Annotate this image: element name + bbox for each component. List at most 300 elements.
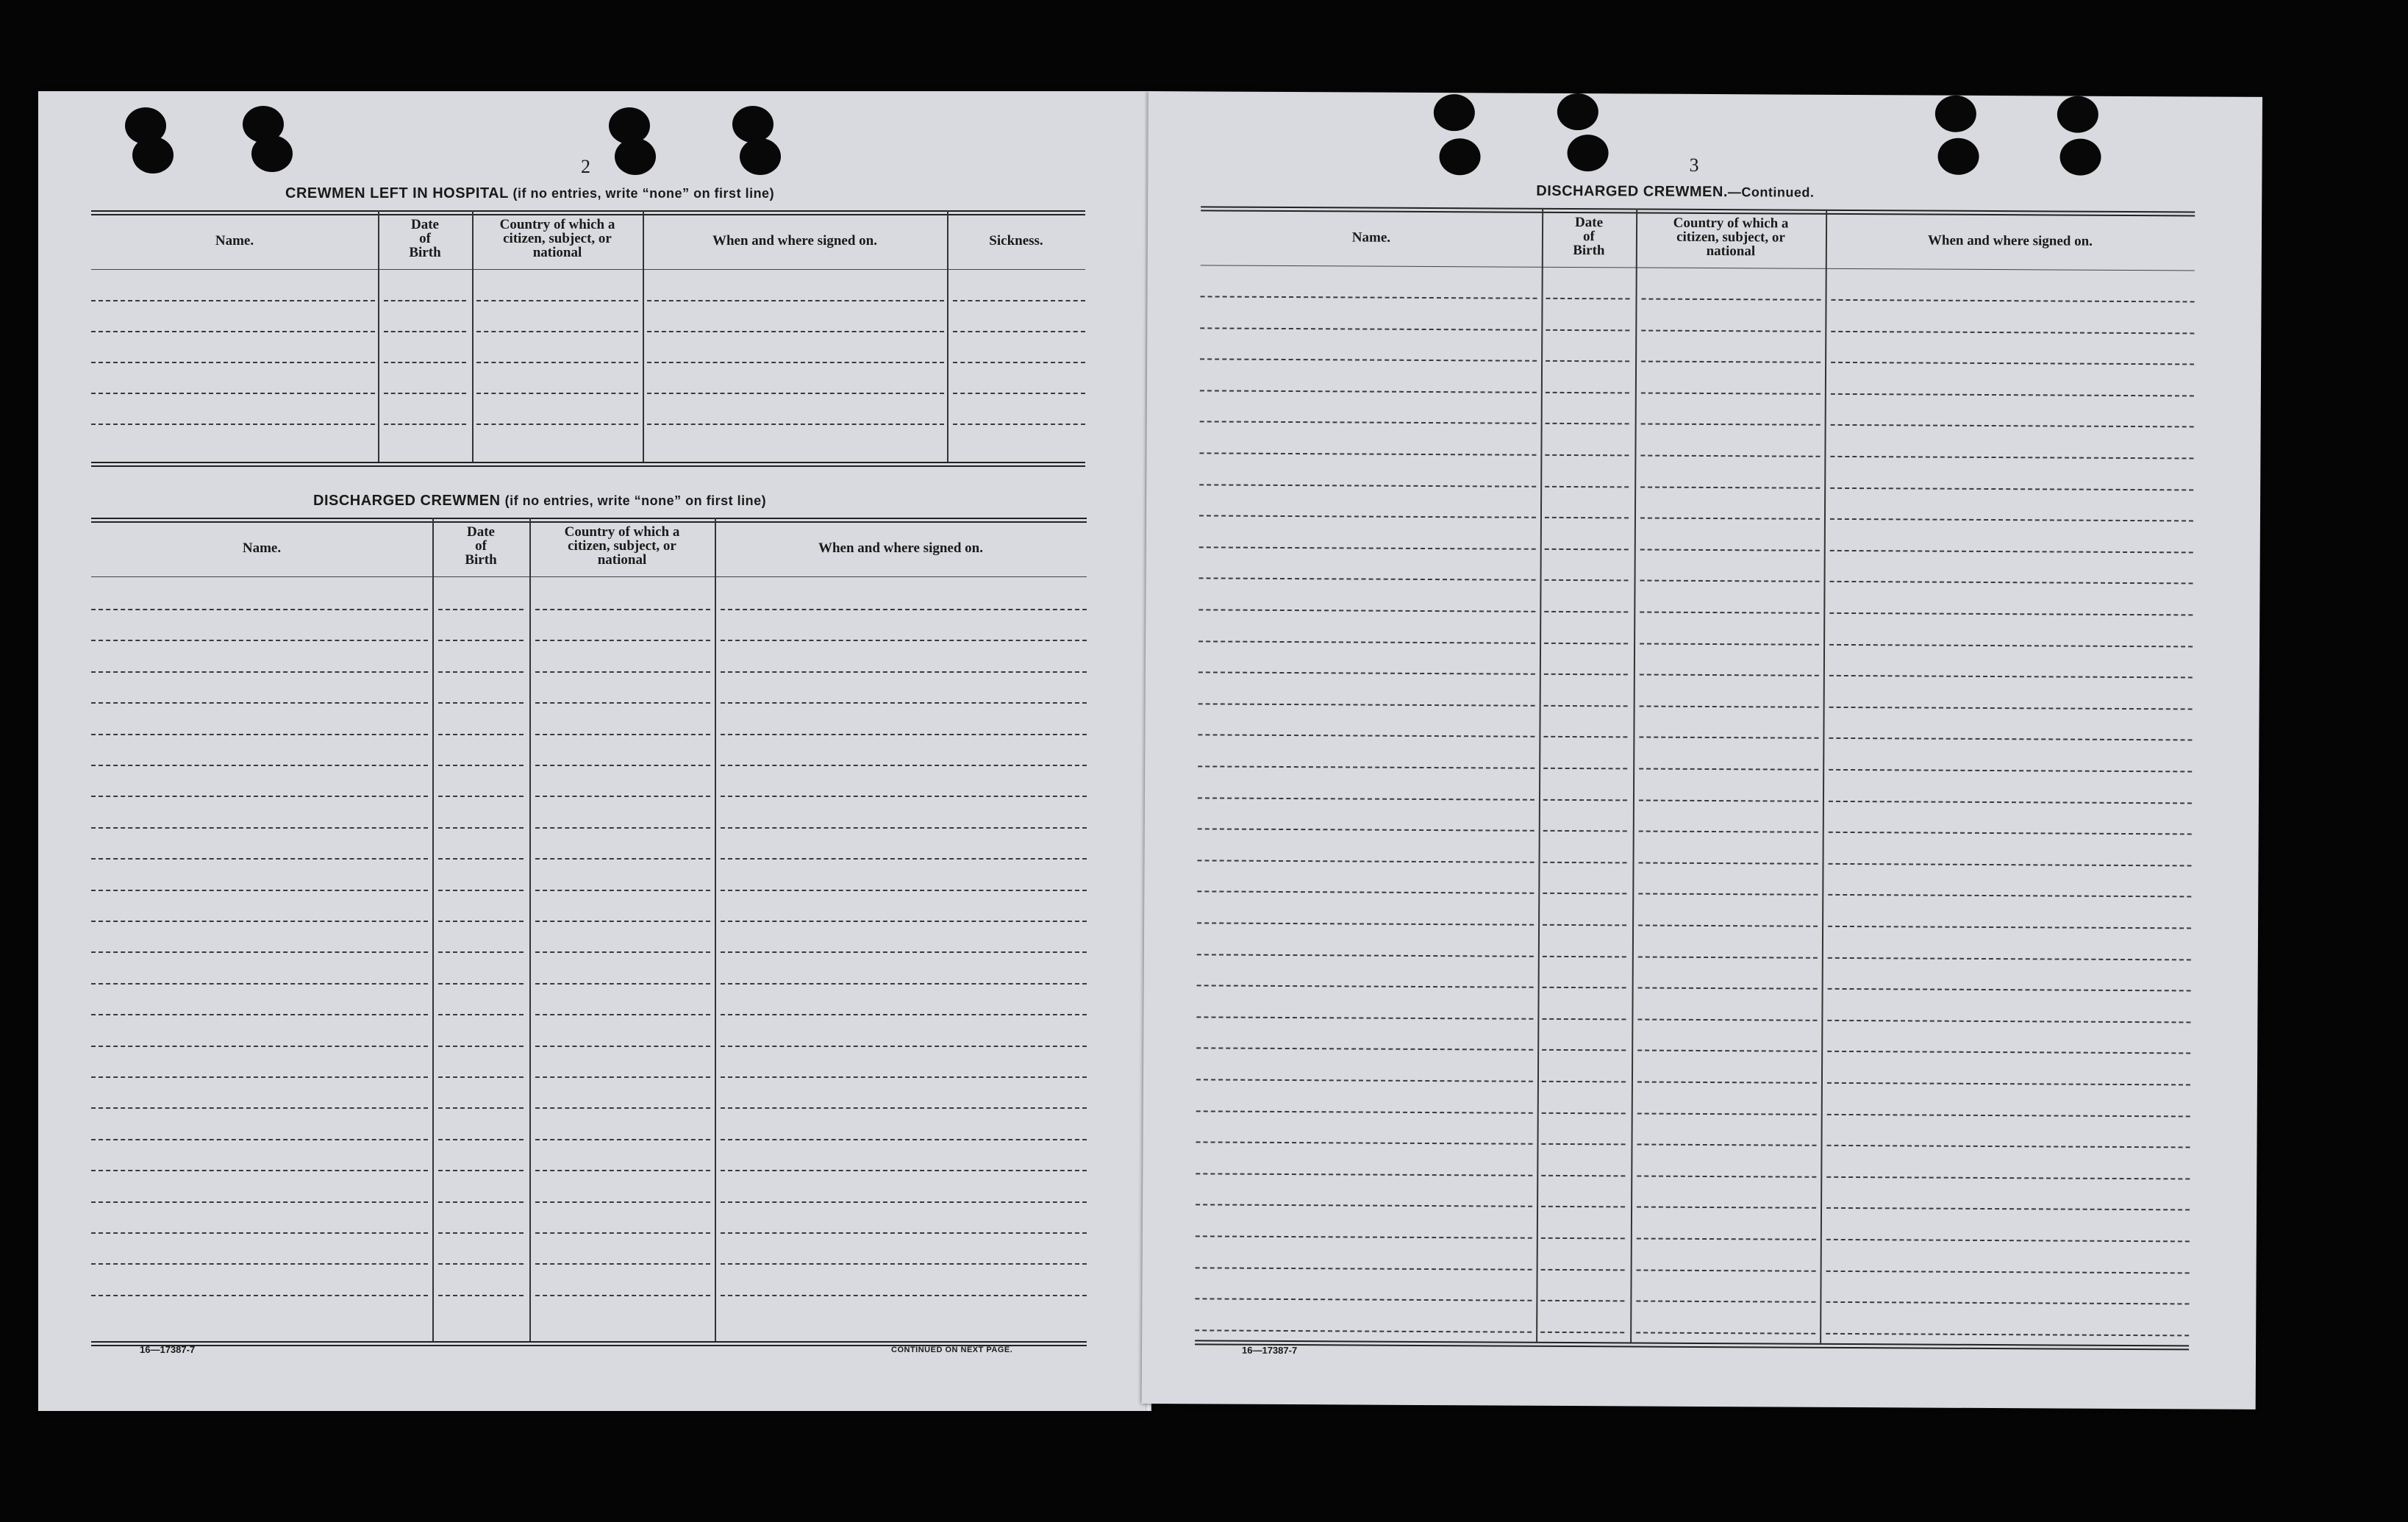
column-header-signed-on: When and where signed on. (712, 233, 877, 249)
entry-line (535, 609, 710, 610)
entry-line (1830, 456, 2193, 460)
entry-line (1641, 361, 1821, 363)
entry-line (1826, 1239, 2190, 1243)
entry-line (91, 983, 428, 985)
entry-line (1827, 1082, 2190, 1086)
entry-line (476, 331, 638, 332)
entry-line (1543, 924, 1626, 926)
entry-line (721, 951, 1087, 953)
entry-line (91, 1263, 428, 1265)
entry-line (1640, 549, 1820, 551)
entry-line (1198, 765, 1535, 768)
section-subtitle: —Continued. (1727, 185, 1815, 200)
entry-line (1201, 296, 1537, 299)
entry-line (535, 1295, 710, 1296)
entry-line (1831, 393, 2194, 397)
column-divider (1536, 208, 1543, 1342)
entry-line (438, 1295, 524, 1296)
entry-line (535, 983, 710, 985)
entry-line (1638, 956, 1818, 958)
entry-line (1196, 1173, 1532, 1176)
entry-line (1829, 612, 2193, 616)
entry-line (1829, 675, 2193, 679)
entry-line (1829, 769, 2192, 773)
header-line-text: national (1706, 243, 1756, 260)
entry-line (1198, 829, 1535, 832)
entry-line (476, 362, 638, 363)
entry-line (438, 1232, 524, 1234)
entry-line (1830, 550, 2193, 554)
entry-line (91, 331, 375, 332)
entry-line (438, 951, 524, 953)
entry-line (953, 331, 1085, 332)
entry-line (1543, 955, 1626, 957)
entry-line (1829, 737, 2192, 741)
entry-line (91, 1046, 428, 1047)
entry-line (91, 1107, 428, 1109)
header-divider (91, 576, 1087, 577)
entry-line (1640, 486, 1820, 488)
entry-line (438, 1139, 524, 1140)
entry-line (721, 858, 1087, 860)
entry-line (1637, 1082, 1817, 1084)
entry-line (1543, 830, 1627, 832)
hospital-section-title (285, 185, 774, 202)
entry-line (535, 734, 710, 735)
entry-line (91, 734, 428, 735)
entry-line (438, 1107, 524, 1109)
entry-line (438, 702, 524, 704)
entry-line (1196, 1110, 1533, 1113)
entry-line (721, 890, 1087, 891)
entry-line (1639, 831, 1818, 833)
section-title-text: DISCHARGED CREWMEN. (1536, 182, 1728, 201)
entry-line (1826, 1207, 2190, 1211)
entry-line (91, 921, 428, 922)
entry-line (1198, 672, 1535, 675)
form-number: 16—17387-7 (1241, 1344, 1298, 1357)
entry-line (91, 827, 428, 829)
entry-line (384, 424, 466, 425)
entry-line (1639, 862, 1818, 864)
column-header-name: Name. (242, 540, 282, 556)
entry-line (1829, 643, 2193, 647)
entry-line (647, 331, 944, 332)
entry-line (1546, 423, 1629, 425)
entry-line (535, 1263, 710, 1265)
punch-hole (2059, 138, 2101, 175)
entry-line (1545, 485, 1629, 487)
entry-line (1642, 299, 1821, 301)
column-header-sickness: Sickness. (989, 233, 1043, 249)
punch-hole (1937, 138, 1979, 175)
entry-line (1197, 954, 1534, 957)
header-line-text: of (475, 538, 487, 554)
entry-line (1196, 1204, 1532, 1207)
entry-line (1546, 298, 1630, 300)
entry-line (1543, 893, 1626, 895)
entry-line (1637, 1112, 1817, 1115)
entry-line (1540, 1300, 1624, 1302)
column-divider (1630, 208, 1637, 1342)
header-line-text: Date (1575, 215, 1604, 231)
entry-line (1196, 1079, 1533, 1082)
entry-line (1546, 360, 1629, 362)
entry-line (1544, 705, 1628, 707)
table-top-rule (91, 518, 1087, 523)
table-bottom-rule (1195, 1340, 2189, 1350)
entry-line (721, 1107, 1087, 1109)
entry-line (1546, 329, 1629, 331)
entry-line (721, 1046, 1087, 1047)
entry-line (384, 300, 466, 301)
page-number: 3 (1689, 154, 1699, 176)
entry-line (1541, 1175, 1625, 1177)
entry-line (1195, 1298, 1532, 1301)
entry-line (1826, 1333, 2189, 1337)
entry-line (91, 702, 428, 704)
header-line-text: national (532, 245, 582, 260)
entry-line (438, 796, 524, 797)
entry-line (1640, 518, 1820, 520)
entry-line (1637, 1237, 1816, 1240)
entry-line (91, 1201, 428, 1203)
entry-line (1829, 832, 2192, 835)
header-line-text: Date (411, 217, 439, 232)
entry-line (535, 1232, 710, 1234)
entry-line (438, 1170, 524, 1171)
entry-line (1637, 1050, 1817, 1052)
header-line-text: Birth (1573, 243, 1605, 259)
entry-line (721, 734, 1087, 735)
entry-line (1199, 546, 1536, 549)
entry-line (1198, 735, 1535, 737)
entry-line (1200, 327, 1537, 330)
entry-line (438, 609, 524, 610)
entry-line (384, 393, 466, 394)
hospital-table (91, 210, 1085, 468)
entry-line (1544, 611, 1628, 613)
entry-line (1542, 1081, 1626, 1083)
discharged-section-title (313, 493, 766, 510)
entry-line (535, 1170, 710, 1171)
entry-line (721, 796, 1087, 797)
entry-line (1541, 1237, 1625, 1240)
entry-line (476, 393, 638, 394)
entry-line (1830, 487, 2193, 490)
entry-line (721, 1295, 1087, 1296)
entry-line (1638, 987, 1818, 990)
entry-line (647, 424, 944, 425)
entry-line (1829, 800, 2192, 804)
entry-line (1641, 392, 1821, 394)
table-bottom-rule (91, 462, 1085, 467)
column-header-dob (432, 525, 529, 567)
entry-line (1543, 798, 1627, 801)
entry-line (91, 671, 428, 673)
punch-hole (732, 106, 774, 143)
entry-line (438, 858, 524, 860)
entry-line (438, 1014, 524, 1015)
header-line-text: Birth (465, 552, 497, 568)
entry-line (1640, 674, 1819, 676)
entry-line (1640, 580, 1820, 582)
entry-line (1640, 705, 1819, 707)
entry-line (1542, 1049, 1626, 1051)
entry-line (1831, 424, 2194, 428)
entry-line (1826, 1301, 2189, 1305)
entry-line (1831, 330, 2194, 334)
entry-line (1196, 1048, 1533, 1051)
header-line-text: citizen, subject, or (503, 231, 612, 246)
entry-line (535, 890, 710, 891)
entry-line (438, 890, 524, 891)
punch-hole (1557, 93, 1598, 130)
column-header-country (529, 525, 715, 567)
entry-line (91, 890, 428, 891)
entry-line (1831, 362, 2194, 365)
entry-line (1637, 1207, 1816, 1209)
entry-line (1545, 454, 1629, 457)
punch-hole (2057, 96, 2098, 132)
entry-line (91, 1232, 428, 1234)
entry-line (535, 765, 710, 766)
entry-line (91, 393, 375, 394)
entry-line (1636, 1332, 1815, 1334)
entry-line (1832, 299, 2195, 303)
entry-line (1541, 1268, 1625, 1271)
header-divider (91, 269, 1085, 270)
entry-line (91, 362, 375, 363)
entry-line (1829, 863, 2192, 867)
punch-hole (1935, 96, 1976, 132)
entry-line (535, 671, 710, 673)
continued-notice: CONTINUED ON NEXT PAGE. (891, 1346, 1013, 1354)
entry-line (721, 1014, 1087, 1015)
entry-line (91, 1076, 428, 1078)
entry-line (476, 300, 638, 301)
entry-line (535, 1076, 710, 1078)
entry-line (1544, 642, 1628, 644)
header-line-text: Country of which a (1673, 215, 1789, 232)
entry-line (535, 951, 710, 953)
entry-line (721, 827, 1087, 829)
punch-hole (1567, 135, 1608, 171)
entry-line (647, 393, 944, 394)
entry-line (1542, 1018, 1626, 1021)
entry-line (1541, 1206, 1625, 1208)
entry-line (1637, 1269, 1816, 1271)
entry-line (1545, 579, 1629, 582)
entry-line (1544, 674, 1628, 676)
entry-line (1639, 737, 1818, 739)
entry-line (1543, 987, 1626, 989)
entry-line (953, 300, 1085, 301)
entry-line (721, 1139, 1087, 1140)
entry-line (1199, 484, 1536, 487)
column-divider (529, 518, 531, 1341)
entry-line (1827, 1113, 2190, 1117)
entry-line (91, 424, 375, 425)
entry-line (1826, 1270, 2190, 1273)
entry-line (1199, 452, 1536, 455)
entry-line (91, 1014, 428, 1015)
header-line-text: citizen, subject, or (568, 538, 676, 554)
entry-line (1636, 1301, 1815, 1303)
entry-line (721, 640, 1087, 641)
entry-line (1545, 517, 1629, 519)
entry-line (1830, 518, 2193, 522)
punch-hole (251, 135, 293, 172)
entry-line (91, 951, 428, 953)
entry-line (1637, 1144, 1817, 1146)
entry-line (1198, 609, 1535, 612)
entry-line (1826, 1176, 2190, 1180)
header-line-text: Birth (409, 245, 441, 260)
entry-line (1198, 797, 1535, 800)
entry-line (535, 827, 710, 829)
discharged-continued-title (1536, 183, 1814, 201)
entry-line (1197, 891, 1534, 894)
form-number: 16—17387-7 (140, 1344, 196, 1355)
entry-line (438, 765, 524, 766)
entry-line (438, 671, 524, 673)
column-header-dob (1542, 215, 1636, 258)
entry-line (1641, 329, 1821, 332)
entry-line (1198, 860, 1535, 862)
entry-line (1197, 985, 1534, 988)
entry-line (1195, 1329, 1532, 1332)
punch-hole (615, 138, 656, 175)
entry-line (1640, 455, 1820, 457)
entry-line (1827, 1051, 2190, 1054)
column-header-country (472, 218, 643, 260)
entry-line (535, 1139, 710, 1140)
column-header-country (1636, 215, 1826, 258)
entry-line (535, 640, 710, 641)
entry-line (1828, 957, 2191, 960)
entry-line (384, 362, 466, 363)
entry-line (721, 1232, 1087, 1234)
column-divider (643, 210, 644, 462)
entry-line (535, 1107, 710, 1109)
entry-line (1543, 862, 1627, 864)
column-header-dob (378, 218, 472, 260)
entry-line (1829, 707, 2193, 710)
page-number: 2 (581, 156, 590, 177)
entry-line (721, 1263, 1087, 1265)
entry-line (1198, 640, 1535, 643)
table-top-rule (91, 210, 1085, 215)
entry-line (647, 362, 944, 363)
form-page-left (38, 91, 1148, 1411)
entry-line (438, 921, 524, 922)
punch-hole (1434, 94, 1475, 131)
entry-line (535, 702, 710, 704)
column-header-signed-on: When and where signed on. (818, 540, 983, 556)
entry-line (1543, 736, 1627, 738)
discharged-table (91, 518, 1087, 1348)
entry-line (535, 858, 710, 860)
entry-line (535, 796, 710, 797)
punch-hole (740, 138, 781, 175)
entry-line (1828, 988, 2191, 992)
column-divider (1820, 210, 1827, 1343)
entry-line (721, 983, 1087, 985)
entry-line (721, 1076, 1087, 1078)
entry-line (1200, 421, 1537, 424)
header-line-text: Date (467, 524, 495, 540)
entry-line (1196, 1267, 1532, 1270)
entry-line (535, 1046, 710, 1047)
entry-line (1640, 643, 1819, 645)
section-subtitle: (if no entries, write “none” on first line) (512, 186, 775, 201)
entry-line (1543, 768, 1627, 770)
entry-line (91, 765, 428, 766)
entry-line (721, 1170, 1087, 1171)
entry-line (1546, 392, 1629, 394)
discharged-continued-table (1195, 206, 2195, 1352)
column-divider (432, 518, 434, 1341)
entry-line (91, 300, 375, 301)
entry-line (438, 827, 524, 829)
header-line-text: citizen, subject, or (1676, 229, 1785, 246)
column-header-signed-on: When and where signed on. (1927, 232, 2093, 249)
entry-line (91, 796, 428, 797)
entry-line (91, 1170, 428, 1171)
entry-line (647, 300, 944, 301)
entry-line (721, 921, 1087, 922)
entry-line (1828, 894, 2191, 898)
entry-line (91, 1139, 428, 1140)
punch-hole (1439, 138, 1480, 175)
entry-line (1830, 581, 2193, 585)
entry-line (1199, 515, 1536, 518)
entry-line (1828, 926, 2191, 929)
entry-line (1198, 703, 1535, 706)
entry-line (535, 921, 710, 922)
entry-line (1641, 424, 1821, 426)
entry-line (1197, 922, 1534, 925)
entry-line (1637, 1175, 1816, 1177)
entry-line (535, 1201, 710, 1203)
entry-line (721, 671, 1087, 673)
entry-line (1542, 1143, 1626, 1146)
entry-line (721, 609, 1087, 610)
entry-line (91, 609, 428, 610)
column-divider (947, 210, 948, 462)
punch-hole (132, 137, 174, 174)
entry-line (438, 983, 524, 985)
entry-line (953, 393, 1085, 394)
entry-line (1640, 612, 1819, 614)
entry-line (91, 1295, 428, 1296)
entry-line (1542, 1112, 1626, 1114)
entry-line (476, 424, 638, 425)
header-line-text: of (1582, 229, 1595, 245)
entry-line (535, 1014, 710, 1015)
entry-line (1540, 1332, 1624, 1334)
entry-line (721, 1201, 1087, 1203)
section-subtitle: (if no entries, write “none” on first line) (504, 493, 767, 508)
entry-line (1639, 768, 1818, 771)
header-line-text: of (419, 231, 431, 246)
header-line-text: Country of which a (499, 217, 615, 232)
entry-line (438, 1076, 524, 1078)
entry-line (1545, 549, 1629, 551)
header-line-text: Country of which a (564, 524, 680, 540)
entry-line (438, 640, 524, 641)
